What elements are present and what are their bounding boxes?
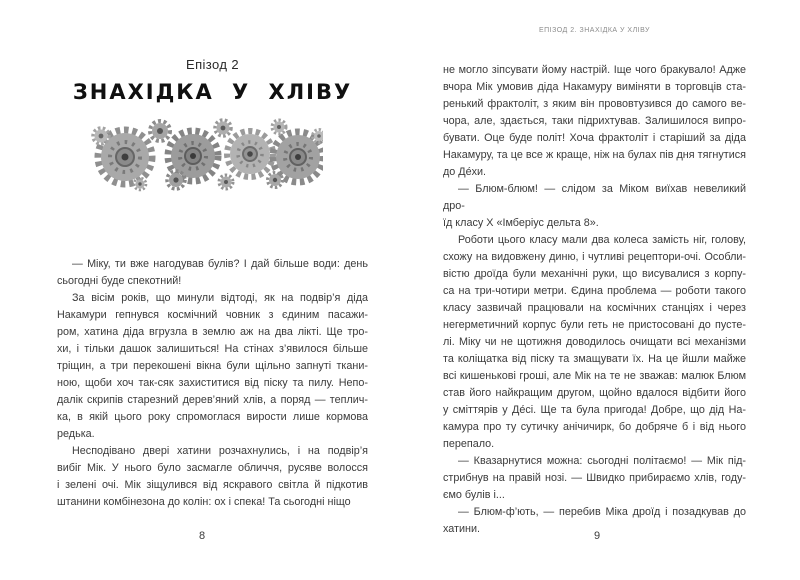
- left-page-text: [57, 256, 368, 514]
- text-line: хи, і тільки дашок залишиться! На стінах з’явилося більше: [57, 343, 368, 355]
- text-line: — Квазарнутися можна: сьогодні політаємо! — Мік під-: [458, 455, 746, 467]
- text-line: не могло зіпсувати йому настрій. Іще чого бракувало! Адже: [443, 64, 746, 76]
- text-line: — Блюм-блюм! — слідом за Міком виїхав невеликий дро-: [443, 183, 746, 212]
- text-line: ренький фрактоліт, з яким він прововтузився до самого ве-: [443, 98, 746, 110]
- text-line: схожу на видовжену диню, і чутливі рецептори-очі. Особли-: [443, 251, 746, 263]
- text-line: бувати. Оце буде політ! Хоча фрактоліт і старіший за діда: [443, 132, 746, 144]
- right-page-text: [443, 62, 746, 535]
- left-page-number: 8: [198, 530, 206, 542]
- text-line: За вісім років, що минули відтоді, як на подвір’я діда: [72, 292, 368, 304]
- text-line: ною, щоби хоч так-сяк захиститися від піску та пилу. Непо-: [57, 377, 368, 389]
- text-line: став його найкращим другом, щойно вдалося відбити його: [443, 387, 746, 399]
- text-line: їд класу Х «Імберіус дельта 8».: [443, 217, 599, 229]
- text-line: вістю дроїда були механічні руки, що висувалися з корпу-: [443, 268, 746, 280]
- text-line: ємо булів і...: [443, 489, 505, 501]
- text-line: вчора Мік умовив діда Накамуру виміняти в торговців ста-: [443, 81, 746, 93]
- text-line: редька.: [57, 428, 95, 440]
- running-header: ЕПІЗОД 2. ЗНАХІДКА У ХЛІВУ: [538, 27, 651, 34]
- text-line: — Блюм-ф’ють, — перебив Міка дроїд і позадкував до: [458, 506, 746, 518]
- text-line: стрибнув на правій нозі. — Швидко прибираємо хлів, году-: [443, 472, 746, 484]
- text-line: до Де́хи.: [443, 166, 487, 178]
- text-line: далік скрипів старезний дерев’яний хлів, а поряд — теплич-: [57, 394, 368, 406]
- text-line: са на три-чотири метри. Єдина проблема — роботи такого: [443, 285, 746, 297]
- text-line: вибіг Мік. У нього було засмагле обличчя, русяве волосся: [57, 462, 368, 474]
- text-line: камура про ту сутичку анічичирк, бо добряче б і від нього: [443, 421, 746, 433]
- text-line: Накамури гепнувся космічний човник з єдиним пасажи-: [57, 309, 368, 321]
- text-line: Роботи цього класу мали два колеса замість ніг, голову,: [458, 234, 746, 246]
- text-line: і зелені очі. Мік зіщулився від яскравого світла й підкотив: [57, 479, 368, 491]
- gears-icon: [83, 116, 323, 192]
- text-line: класу зазвичай працювали на космічних станціях і через: [443, 302, 746, 314]
- text-line: перепало.: [443, 438, 495, 450]
- chapter-title: ЗНАХІДКА У ХЛІВУ: [72, 80, 353, 104]
- text-line: Несподівано двері хатини розчахнулись, і на подвір’я: [72, 445, 368, 457]
- text-line: тріщин, а три перекошені вікна були щільно запнуті ткани-: [57, 360, 368, 372]
- text-line: негерметичний корпус були геть не пристосовані до пусте-: [443, 319, 746, 331]
- gears-illustration: [83, 116, 323, 192]
- text-line: лі. Міку чи не щотижня доводилось очищати всі механізми: [443, 336, 746, 348]
- text-line: ка, в якій цього року спромоглася вирости лише кормова: [57, 411, 368, 423]
- text-line: та коліщатка від піску та змащувати їх. На це йшли майже: [443, 353, 746, 365]
- text-line: ром, хатина діда вгрузла в землю аж на два лікті. Ще тро-: [57, 326, 368, 338]
- text-line: хатини.: [443, 523, 481, 535]
- right-page-number: 9: [593, 530, 601, 542]
- episode-label: Епізод 2: [186, 57, 239, 72]
- text-line: Накамуру, та це все ж краще, ніж на булах пів дня тягнутися: [443, 149, 746, 161]
- text-line: чора, але, здається, таки підрихтував. Залишилося випро-: [443, 115, 746, 127]
- text-line: у сміттярів у Де́сі. Ще та була пригода! Добре, що дід На-: [443, 404, 746, 416]
- text-line: штанини комбінезона до колін: ох і спека! Та сьогодні ніщо: [57, 496, 351, 508]
- text-line: — Міку, ти вже нагодував булів? І дай більше води: день: [72, 258, 368, 270]
- text-line: сьогодні буде спекотний!: [57, 275, 182, 287]
- text-line: всі кишенькові гроші, але Мік на те не зважав: малюк Блюм: [443, 370, 746, 382]
